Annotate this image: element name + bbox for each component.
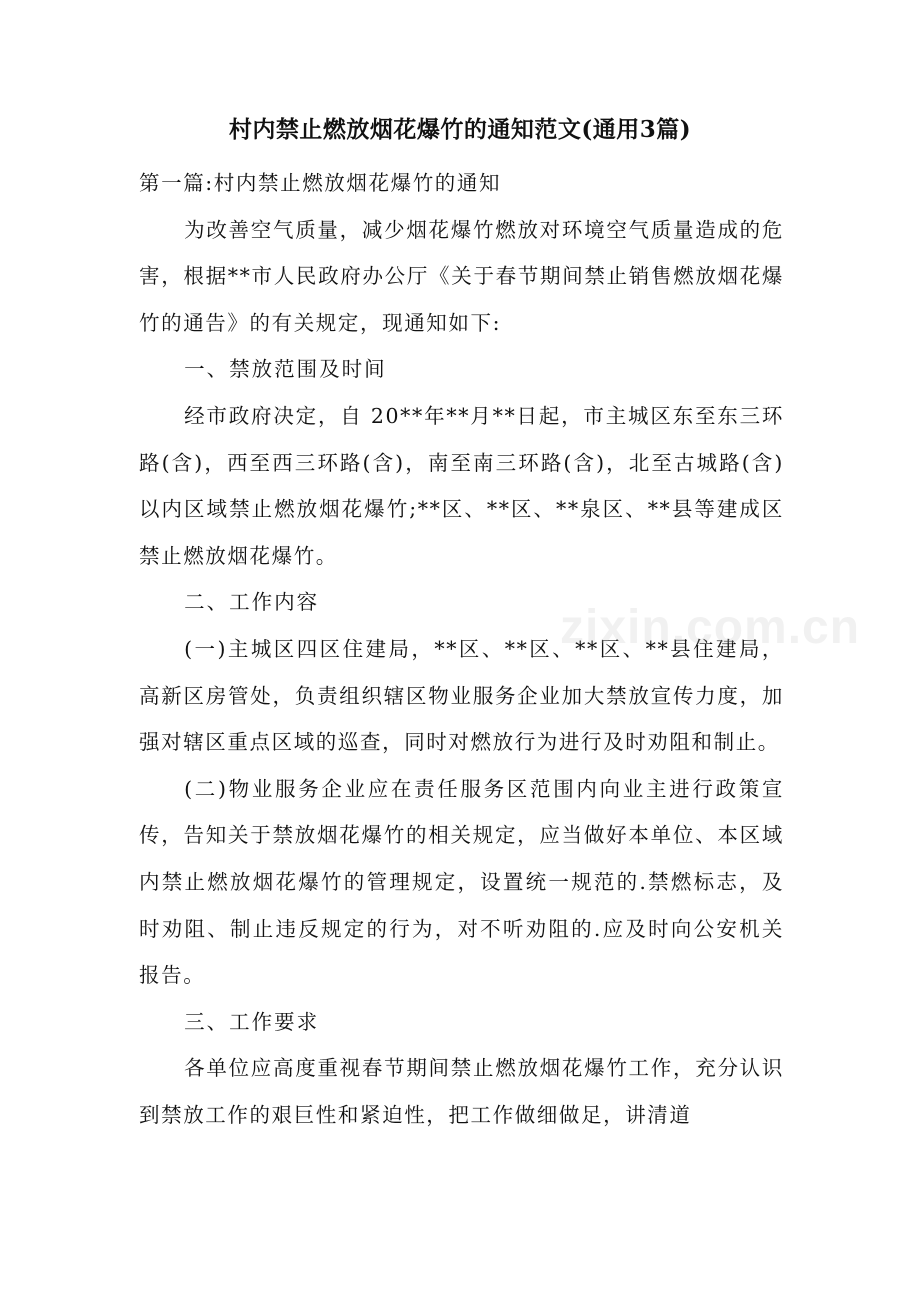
watermark: zixin.com.cn <box>560 601 861 654</box>
section-1-paragraph: 经市政府决定，自 20**年**月**日起，市主城区东至东三环路(含)，西至西三环路(含)，南至南三环路(含)，北至古城路(含)以内区域禁止燃放烟花爆竹;**区、**区、**泉区、**县等建成区禁止燃放烟花爆竹。 <box>139 403 784 568</box>
part-heading: 第一篇:村内禁止燃放烟花爆竹的通知 <box>139 171 502 195</box>
document-title: 村内禁止燃放烟花爆竹的通知范文(通用3篇) <box>228 116 692 143</box>
section-2-item-1: (一)主城区四区住建局，**区、**区、**区、**县住建局，高新区房管处，负责组织辖区物业服务企业加大禁放宣传力度，加强对辖区重点区域的巡查，同时对燃放行为进行及时劝阻和制止。 <box>139 636 784 755</box>
section-1-heading: 一、禁放范围及时间 <box>184 357 387 382</box>
document-body <box>139 160 784 1138</box>
section-2-heading: 二、工作内容 <box>184 590 320 615</box>
intro-paragraph: 为改善空气质量，减少烟花爆竹燃放对环境空气质量造成的危害，根据**市人民政府办公厅《关于春节期间禁止销售燃放烟花爆竹的通告》的有关规定，现通知如下: <box>139 217 784 335</box>
section-3-paragraph: 各单位应高度重视春节期间禁止燃放烟花爆竹工作，充分认识到禁放工作的艰巨性和紧迫性，把工作做细做足，讲清道 <box>139 1056 784 1127</box>
section-3-heading: 三、工作要求 <box>184 1009 320 1034</box>
section-2-item-2: (二)物业服务企业应在责任服务区范围内向业主进行政策宣传，告知关于禁放烟花爆竹的相关规定，应当做好本单位、本区域内禁止燃放烟花爆竹的管理规定，设置统一规范的.禁燃标志，及时劝阻、制止违反规定的行为，对不听劝阻的.应及时向公安机关报告。 <box>139 776 784 988</box>
